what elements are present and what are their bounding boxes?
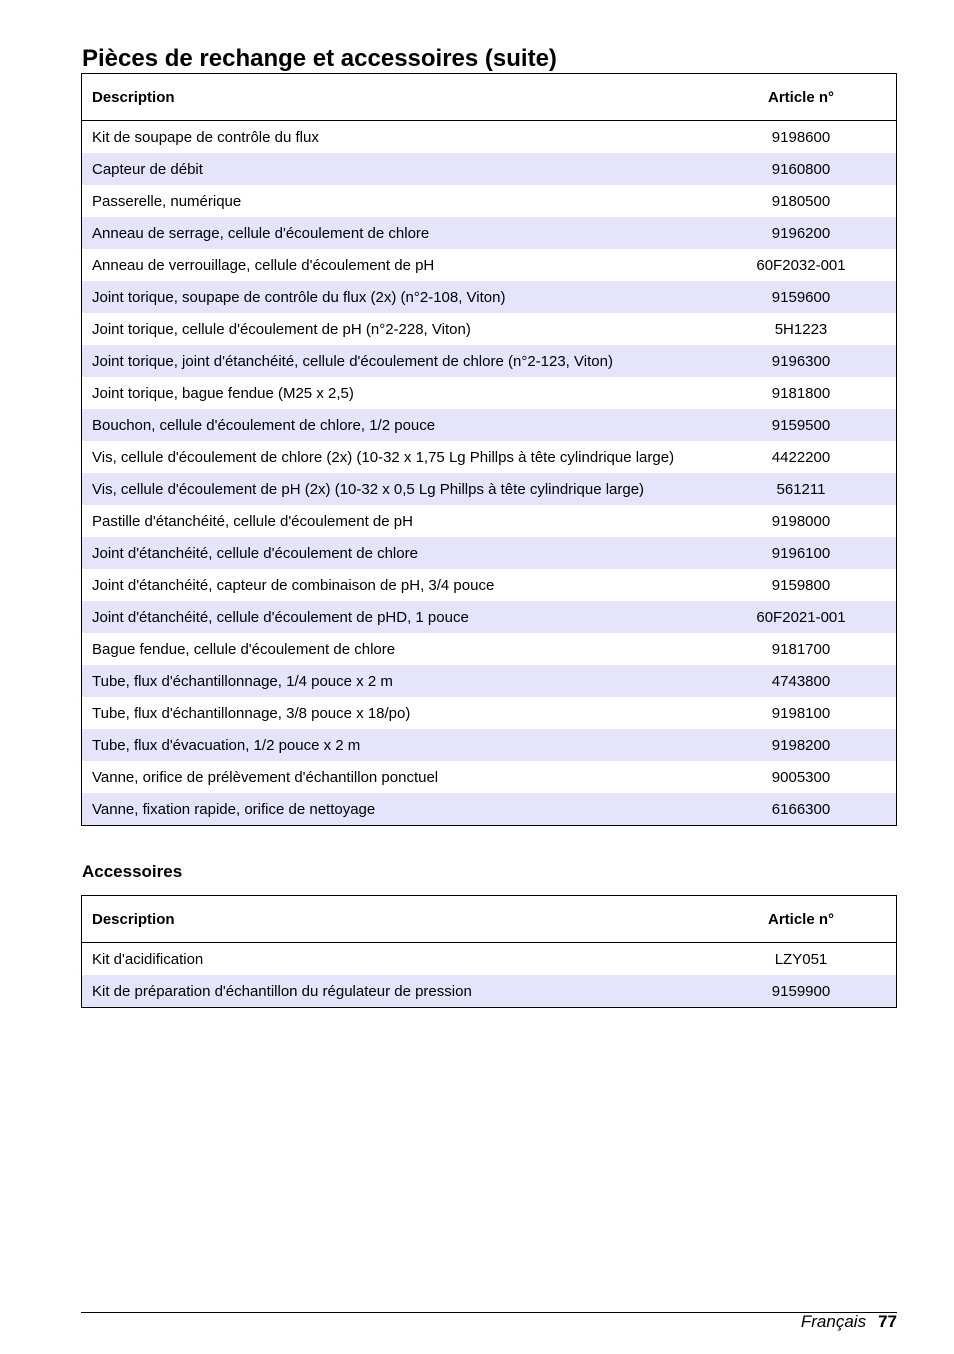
table-row (82, 153, 897, 185)
row-article-number: 561211 (706, 473, 897, 505)
table-row (82, 441, 897, 473)
table-row (82, 281, 897, 313)
row-article-number: 9198200 (706, 729, 897, 761)
table-row (82, 249, 897, 281)
spare-parts-table (81, 73, 897, 826)
table-row (82, 473, 897, 505)
row-article-number: 9159800 (771, 576, 831, 594)
row-article-number: 9005300 (771, 768, 831, 786)
table-row (82, 601, 897, 633)
table-row (82, 185, 897, 217)
row-description: Anneau de serrage, cellule d'écoulement de chlore (82, 217, 707, 249)
row-article-number: 9159600 (706, 281, 897, 313)
row-description: Joint d'étanchéité, cellule d'écoulement de chlore (82, 537, 707, 569)
row-description: Capteur de débit (82, 153, 707, 185)
row-article-number: 4743800 (706, 665, 897, 697)
page-footer (801, 1312, 897, 1332)
row-description: Kit d'acidification (92, 950, 204, 968)
row-article-number: 60F2032-001 (756, 256, 846, 274)
row-article-number: 9198600 (771, 128, 831, 146)
table-row (82, 665, 897, 697)
row-article-number: 9196100 (706, 537, 897, 569)
table-row (82, 409, 897, 441)
table-row (82, 633, 897, 665)
row-description: Kit de préparation d'échantillon du régulateur de pression (82, 975, 707, 1008)
table-row (82, 313, 897, 345)
row-article-number: 9160800 (706, 153, 897, 185)
table-row (82, 377, 897, 409)
row-description: Vanne, fixation rapide, orifice de nettoyage (82, 793, 707, 826)
page-number: 77 (878, 1312, 897, 1331)
row-article-number: 9198000 (771, 512, 831, 530)
row-description: Vis, cellule d'écoulement de chlore (2x) (10-32 x 1,75 Lg Phillps à tête cylindrique large) (92, 448, 675, 466)
column-header-article: Article n° (706, 896, 897, 943)
row-article-number: 9180500 (771, 192, 831, 210)
row-description: Joint torique, joint d'étanchéité, cellule d'écoulement de chlore (n°2-123, Viton) (82, 345, 707, 377)
row-description: Joint torique, cellule d'écoulement de pH (n°2-228, Viton) (92, 320, 471, 338)
table-row (82, 121, 897, 154)
row-description: Pastille d'étanchéité, cellule d'écoulement de pH (92, 512, 413, 530)
row-description: Joint d'étanchéité, cellule d'écoulement de pHD, 1 pouce (82, 601, 707, 633)
table-row (82, 793, 897, 826)
table-row (82, 975, 897, 1008)
footer-divider (81, 1312, 897, 1313)
table-row (82, 345, 897, 377)
row-article-number: 9196200 (706, 217, 897, 249)
page-title: Pièces de rechange et accessoires (suite) (82, 45, 557, 72)
row-article-number: LZY051 (774, 950, 828, 968)
row-description: Joint torique, bague fendue (M25 x 2,5) (92, 384, 354, 402)
row-article-number: 9159900 (706, 975, 897, 1008)
row-article-number: 60F2021-001 (706, 601, 897, 633)
table-row (82, 569, 897, 601)
spare-parts-body (82, 121, 897, 826)
footer-language: Français (800, 1312, 867, 1331)
row-description: Passerelle, numérique (92, 192, 242, 210)
row-description: Tube, flux d'évacuation, 1/2 pouce x 2 m (82, 729, 707, 761)
table-row (82, 729, 897, 761)
row-article-number: 6166300 (706, 793, 897, 826)
accessories-heading: Accessoires (82, 862, 183, 881)
row-description: Bouchon, cellule d'écoulement de chlore, 1/2 pouce (82, 409, 707, 441)
row-article-number: 9196300 (706, 345, 897, 377)
row-description: Joint d'étanchéité, capteur de combinaison de pH, 3/4 pouce (92, 576, 495, 594)
accessories-body (82, 943, 897, 1008)
row-article-number: 9159500 (706, 409, 897, 441)
row-description: Kit de soupape de contrôle du flux (92, 128, 319, 146)
column-header-description: Description (82, 74, 707, 121)
table-row (82, 761, 897, 793)
table-row (82, 505, 897, 537)
column-header-description: Description (82, 896, 707, 943)
row-article-number: 9181800 (771, 384, 831, 402)
row-description: Joint torique, soupape de contrôle du flux (2x) (n°2-108, Viton) (82, 281, 707, 313)
row-description: Vanne, orifice de prélèvement d'échantillon ponctuel (92, 768, 439, 786)
table-header-row (82, 74, 897, 121)
table-row (82, 217, 897, 249)
row-article-number: 9198100 (771, 704, 831, 722)
row-description: Tube, flux d'échantillonnage, 3/8 pouce x 18/po) (92, 704, 411, 722)
table-row (82, 537, 897, 569)
table-header-row (82, 896, 897, 943)
accessories-table (81, 895, 897, 1008)
column-header-article: Article n° (706, 74, 897, 121)
row-description: Vis, cellule d'écoulement de pH (2x) (10-32 x 0,5 Lg Phillps à tête cylindrique large) (82, 473, 707, 505)
row-article-number: 4422200 (771, 448, 831, 466)
row-description: Tube, flux d'échantillonnage, 1/4 pouce x 2 m (82, 665, 707, 697)
table-row (82, 943, 897, 976)
row-description: Bague fendue, cellule d'écoulement de chlore (92, 640, 396, 658)
table-row (82, 697, 897, 729)
row-article-number: 9181700 (771, 640, 831, 658)
row-description: Anneau de verrouillage, cellule d'écoulement de pH (92, 256, 435, 274)
row-article-number: 5H1223 (774, 320, 828, 338)
